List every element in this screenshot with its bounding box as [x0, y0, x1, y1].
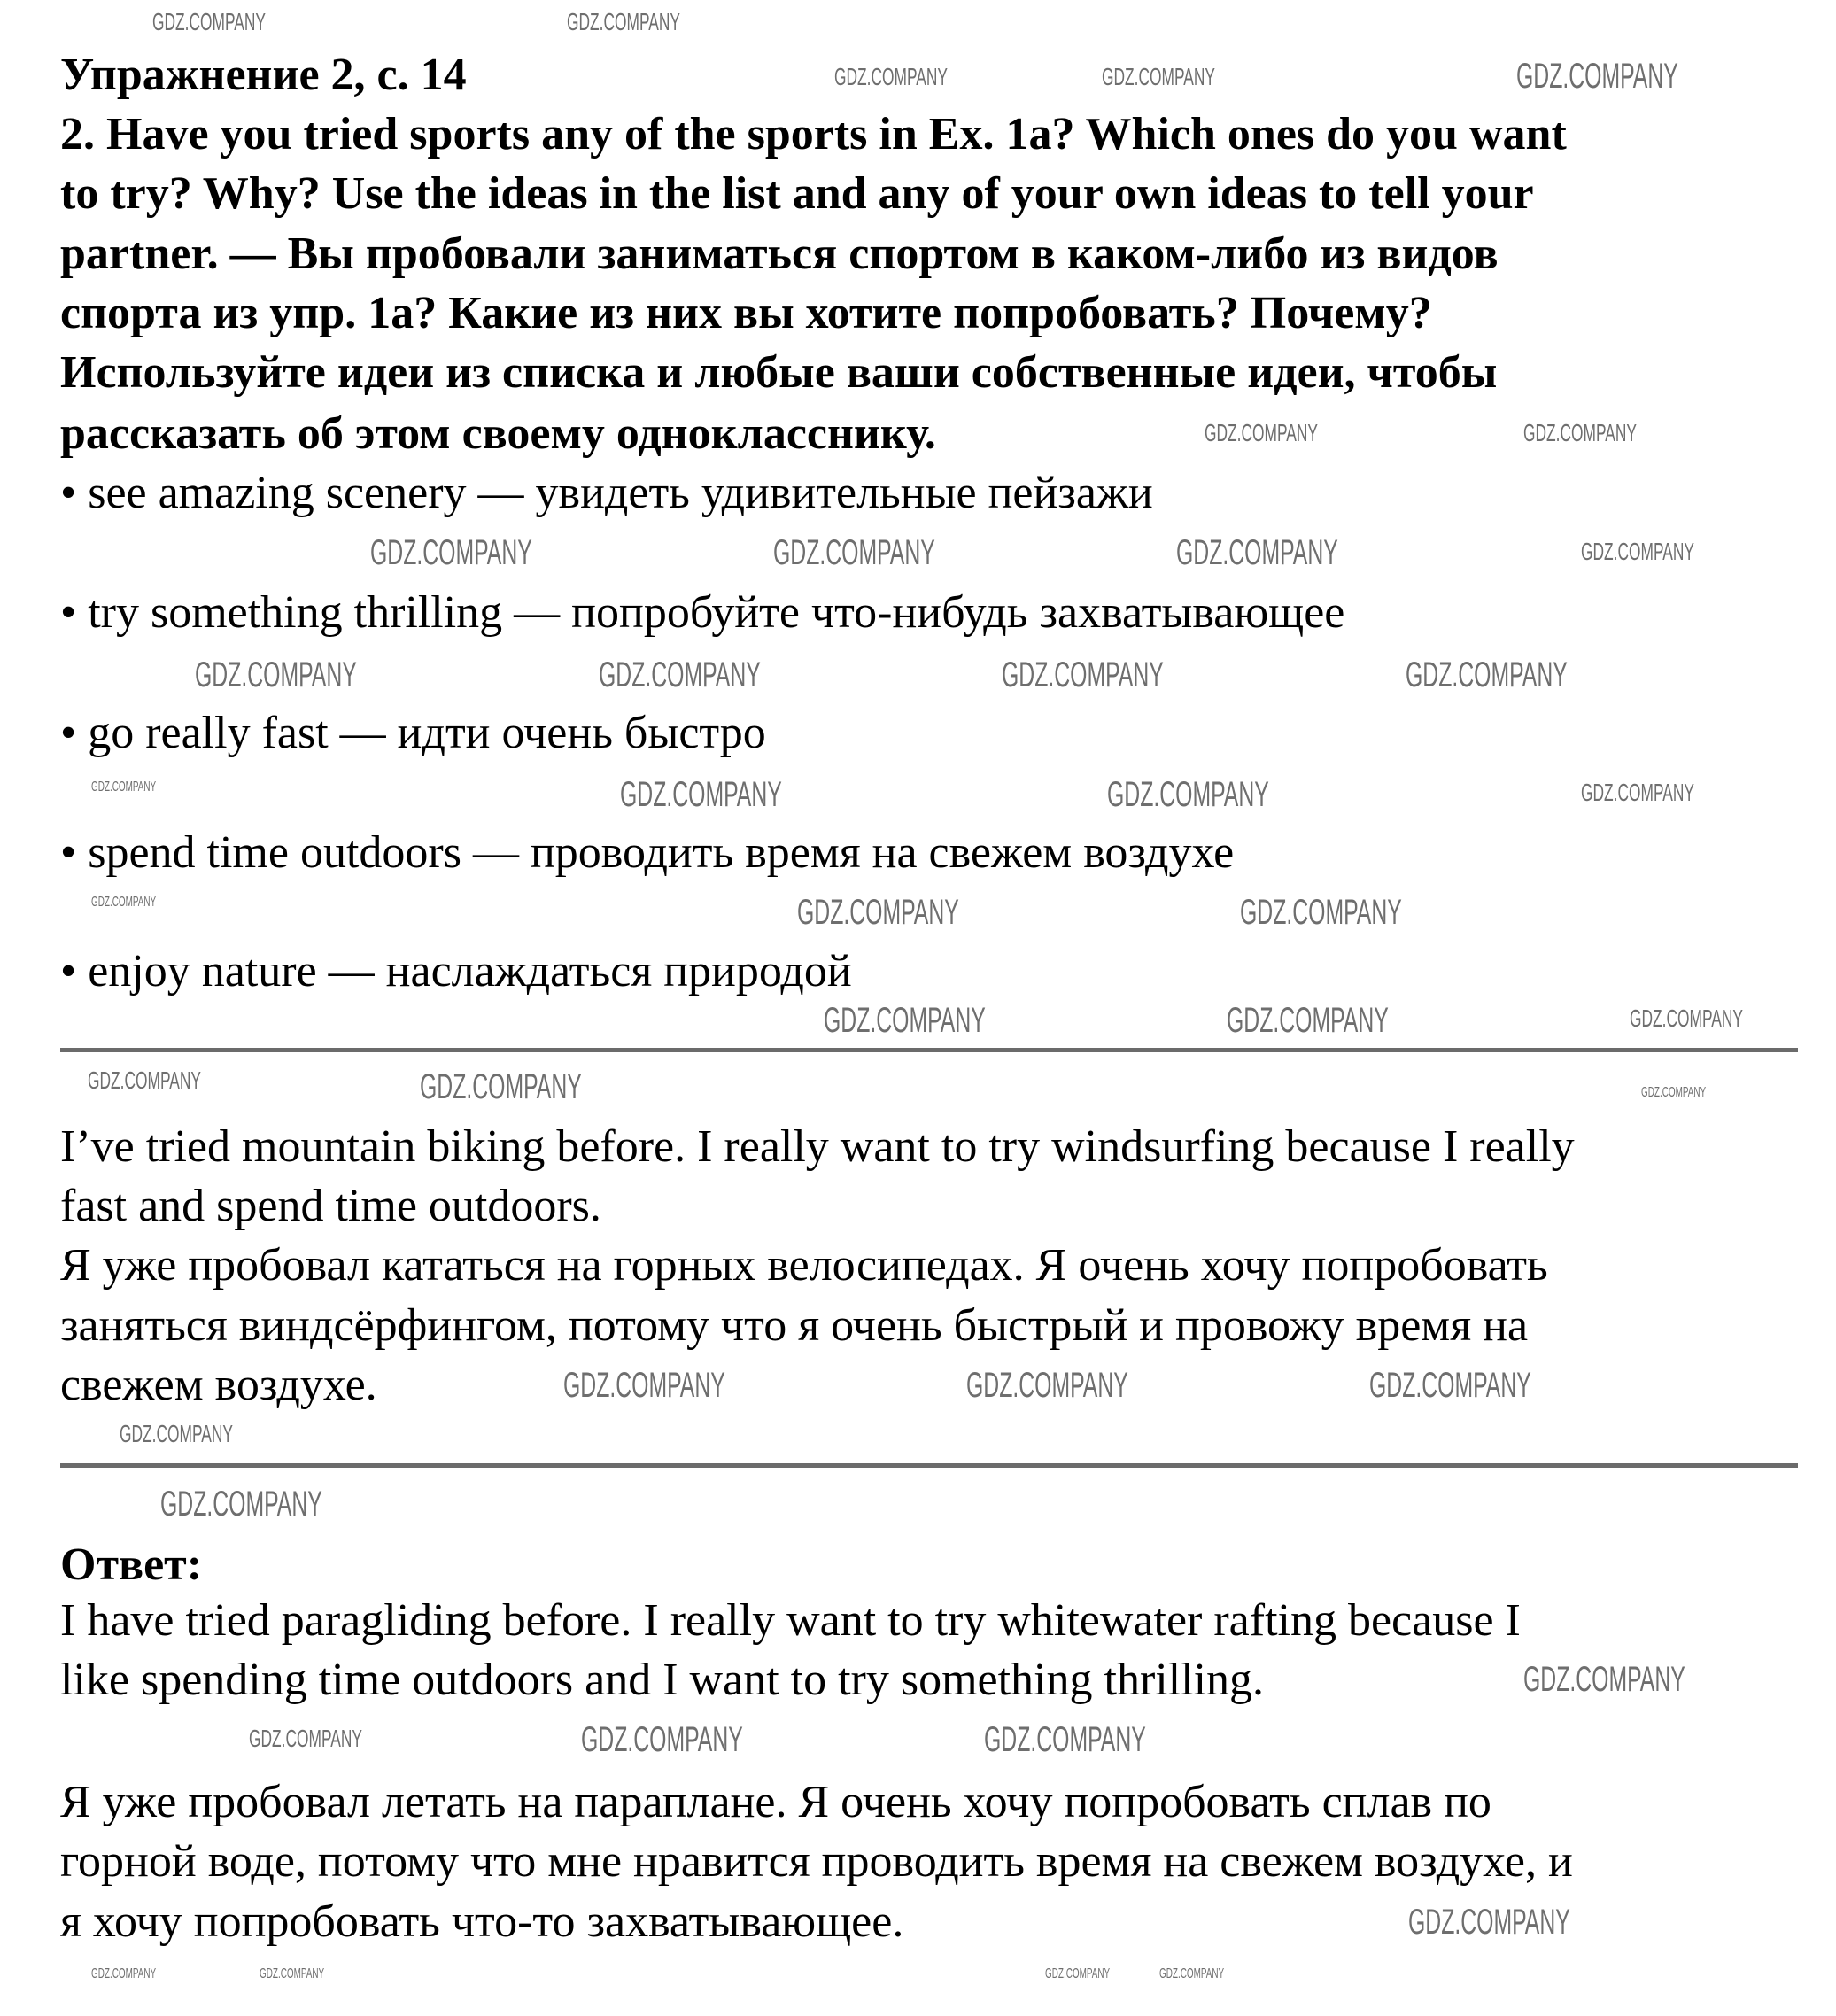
watermark: GDZ.COMPANY: [91, 895, 157, 910]
idea-item: • go really fast — идти очень быстро: [60, 708, 766, 758]
answer-line: горной воде, потому что мне нравится проводить время на свежем воздухе, и: [60, 1836, 1573, 1887]
watermark: GDZ.COMPANY: [1045, 1966, 1111, 1981]
watermark: GDZ.COMPANY: [1523, 419, 1637, 446]
watermark: GDZ.COMPANY: [824, 1001, 986, 1040]
example-line: I’ve tried mountain biking before. I really want to try windsurfing because I really: [60, 1121, 1575, 1172]
watermark: GDZ.COMPANY: [370, 533, 532, 572]
watermark: GDZ.COMPANY: [834, 63, 948, 90]
watermark: GDZ.COMPANY: [91, 779, 157, 795]
watermark: GDZ.COMPANY: [260, 1966, 325, 1981]
divider: [60, 1463, 1798, 1468]
watermark: GDZ.COMPANY: [1630, 1004, 1743, 1032]
watermark: GDZ.COMPANY: [91, 1966, 157, 1981]
watermark: GDZ.COMPANY: [581, 1720, 743, 1759]
answer-line: Я уже пробовал летать на параплане. Я очень хочу попробовать сплав по: [60, 1777, 1491, 1827]
idea-item: • spend time outdoors — проводить время на свежем воздухе: [60, 827, 1235, 878]
example-line: fast and spend time outdoors.: [60, 1181, 601, 1231]
watermark: GDZ.COMPANY: [563, 1366, 725, 1405]
answer-line: я хочу попробовать что-то захватывающее.: [60, 1896, 904, 1947]
watermark: GDZ.COMPANY: [984, 1720, 1146, 1759]
watermark: GDZ.COMPANY: [1581, 538, 1694, 565]
watermark: GDZ.COMPANY: [1641, 1085, 1707, 1100]
watermark: GDZ.COMPANY: [599, 655, 761, 694]
task-line: 2. Have you tried sports any of the sports in Ex. 1a? Which ones do you want: [60, 109, 1567, 159]
watermark: GDZ.COMPANY: [1516, 57, 1678, 96]
example-line: Я уже пробовал кататься на горных велосипедах. Я очень хочу попробовать: [60, 1240, 1548, 1291]
answer-line: I have tried paragliding before. I really want to try whitewater rafting because I: [60, 1595, 1521, 1646]
watermark: GDZ.COMPANY: [1176, 533, 1338, 572]
divider: [60, 1048, 1798, 1052]
watermark: GDZ.COMPANY: [620, 775, 782, 814]
watermark: GDZ.COMPANY: [160, 1485, 322, 1524]
task-line: спорта из упр. 1а? Какие из них вы хотите попробовать? Почему?: [60, 288, 1432, 338]
task-line: to try? Why? Use the ideas in the list and any of your own ideas to tell your: [60, 168, 1534, 219]
example-line: свежем воздухе.: [60, 1360, 377, 1410]
task-line: partner. — Вы пробовали заниматься спортом в каком-либо из видов: [60, 229, 1499, 279]
watermark: GDZ.COMPANY: [966, 1366, 1128, 1405]
watermark: GDZ.COMPANY: [1523, 1660, 1685, 1699]
idea-item: • enjoy nature — наслаждаться природой: [60, 946, 852, 996]
watermark: GDZ.COMPANY: [249, 1725, 362, 1752]
watermark: GDZ.COMPANY: [567, 8, 680, 35]
watermark: GDZ.COMPANY: [120, 1420, 233, 1447]
task-line: Используйте идеи из списка и любые ваши собственные идеи, чтобы: [60, 347, 1498, 398]
watermark: GDZ.COMPANY: [88, 1066, 201, 1094]
watermark: GDZ.COMPANY: [1369, 1366, 1531, 1405]
watermark: GDZ.COMPANY: [1205, 419, 1318, 446]
watermark: GDZ.COMPANY: [1408, 1903, 1570, 1942]
task-line: рассказать об этом своему однокласснику.: [60, 408, 936, 459]
watermark: GDZ.COMPANY: [1227, 1001, 1389, 1040]
answer-line: like spending time outdoors and I want to try something thrilling.: [60, 1655, 1265, 1705]
watermark: GDZ.COMPANY: [797, 893, 959, 932]
watermark: GDZ.COMPANY: [1002, 655, 1164, 694]
watermark: GDZ.COMPANY: [420, 1067, 582, 1106]
watermark: GDZ.COMPANY: [1159, 1966, 1225, 1981]
idea-item: • see amazing scenery — увидеть удивительные пейзажи: [60, 468, 1153, 518]
watermark: GDZ.COMPANY: [1581, 779, 1694, 806]
watermark: GDZ.COMPANY: [1406, 655, 1568, 694]
watermark: GDZ.COMPANY: [152, 8, 266, 35]
watermark: GDZ.COMPANY: [1102, 63, 1215, 90]
answer-label: Ответ:: [60, 1539, 203, 1590]
watermark: GDZ.COMPANY: [195, 655, 357, 694]
idea-item: • try something thrilling — попробуйте что-нибудь захватывающее: [60, 587, 1345, 638]
watermark: GDZ.COMPANY: [1240, 893, 1402, 932]
exercise-title: Упражнение 2, с. 14: [60, 50, 467, 100]
watermark: GDZ.COMPANY: [1107, 775, 1269, 814]
watermark: GDZ.COMPANY: [773, 533, 935, 572]
example-line: заняться виндсёрфингом, потому что я очень быстрый и провожу время на: [60, 1300, 1529, 1351]
